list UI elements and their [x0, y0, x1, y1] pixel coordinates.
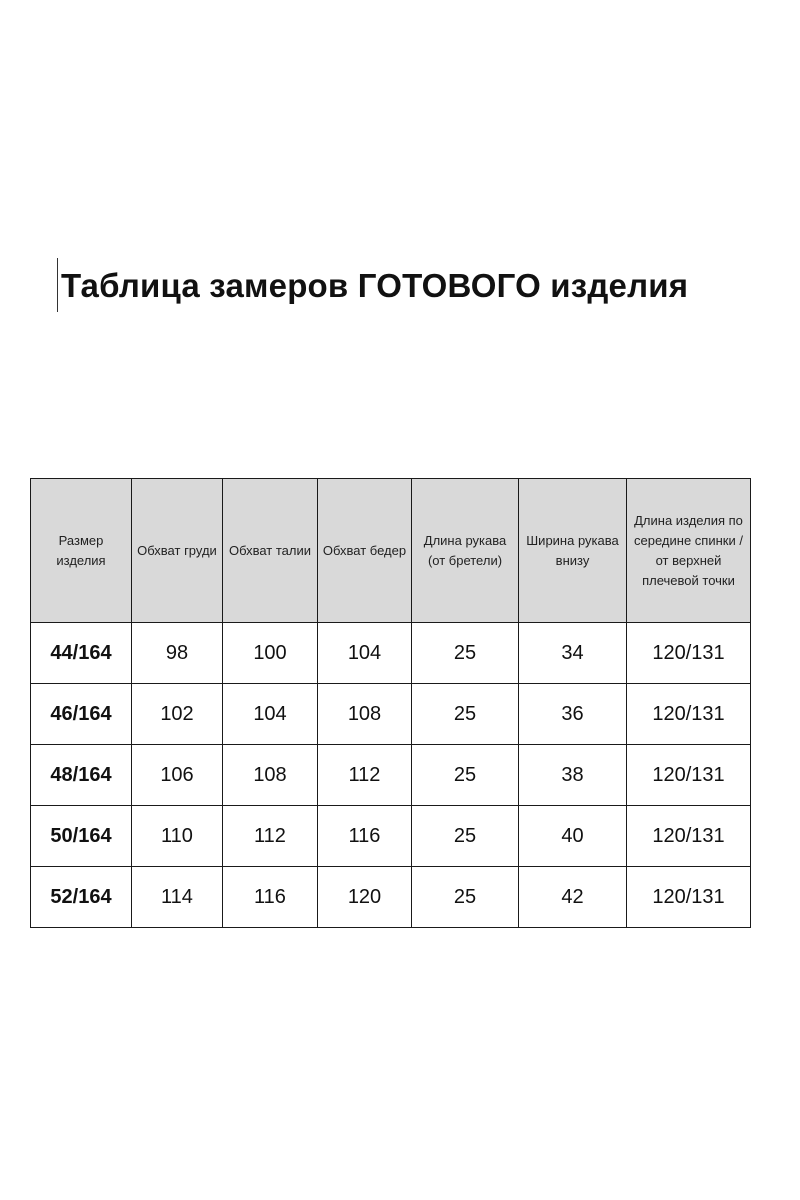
table-row — [31, 623, 751, 684]
table-cell: 102 — [132, 684, 223, 745]
size-cell: 44/164 — [31, 623, 132, 684]
table-cell: 25 — [412, 623, 519, 684]
table-cell: 104 — [223, 684, 318, 745]
header-hips: Обхват бедер — [318, 479, 412, 623]
table-cell: 114 — [132, 867, 223, 928]
header-sleeve-width: Ширина рукава внизу — [519, 479, 627, 623]
table-cell: 110 — [132, 806, 223, 867]
size-cell: 48/164 — [31, 745, 132, 806]
table-cell: 38 — [519, 745, 627, 806]
table-cell: 40 — [519, 806, 627, 867]
header-row — [31, 479, 751, 623]
size-cell: 52/164 — [31, 867, 132, 928]
table-row — [31, 684, 751, 745]
text-cursor — [57, 258, 58, 312]
table-cell: 120/131 — [627, 806, 751, 867]
table-cell: 116 — [223, 867, 318, 928]
page-title: Таблица замеров ГОТОВОГО изделия — [61, 267, 689, 304]
table-row — [31, 745, 751, 806]
header-sleeve-length: Длина рукава (от бретели) — [412, 479, 519, 623]
header-chest: Обхват груди — [132, 479, 223, 623]
table-cell: 120/131 — [627, 867, 751, 928]
table-cell: 42 — [519, 867, 627, 928]
table-cell: 120/131 — [627, 623, 751, 684]
table-cell: 36 — [519, 684, 627, 745]
table-cell: 112 — [223, 806, 318, 867]
size-cell: 50/164 — [31, 806, 132, 867]
size-cell: 46/164 — [31, 684, 132, 745]
table-row — [31, 867, 751, 928]
table-row — [31, 806, 751, 867]
header-garment-length: Длина изделия по середине спинки / от верхней плечевой точки — [627, 479, 751, 623]
table-cell: 112 — [318, 745, 412, 806]
table-cell: 108 — [223, 745, 318, 806]
size-table — [30, 478, 751, 928]
table-cell: 116 — [318, 806, 412, 867]
table-cell: 34 — [519, 623, 627, 684]
table-cell: 106 — [132, 745, 223, 806]
table-cell: 98 — [132, 623, 223, 684]
table-cell: 104 — [318, 623, 412, 684]
table-cell: 120/131 — [627, 745, 751, 806]
table-cell: 25 — [412, 745, 519, 806]
table-cell: 120 — [318, 867, 412, 928]
table-cell: 25 — [412, 806, 519, 867]
header-size: Размер изделия — [31, 479, 132, 623]
table-cell: 100 — [223, 623, 318, 684]
header-waist: Обхват талии — [223, 479, 318, 623]
table-cell: 25 — [412, 867, 519, 928]
table-cell: 108 — [318, 684, 412, 745]
table-cell: 120/131 — [627, 684, 751, 745]
table-cell: 25 — [412, 684, 519, 745]
